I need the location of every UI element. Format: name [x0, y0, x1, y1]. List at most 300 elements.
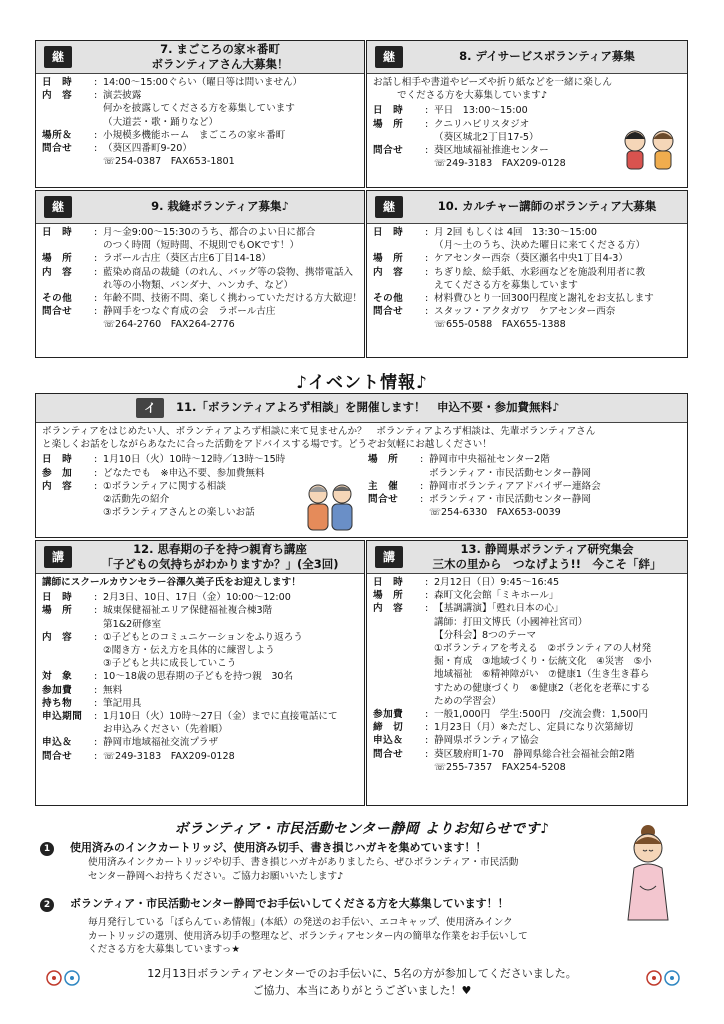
row-colon: :	[425, 748, 429, 760]
row-label: 内 容	[373, 266, 404, 278]
row-colon	[94, 493, 103, 506]
row-value: ちぎり絵、絵手紙、水彩画などを施設利用者に教	[434, 266, 646, 278]
row-value: 地域福祉 ⑥精神障がい ⑦健康1（生き生き暮ら	[434, 669, 650, 681]
info-row	[42, 591, 358, 604]
section-11-header	[36, 394, 687, 423]
info-row	[373, 226, 681, 239]
notice-2-body-line-3: くださる方を大募集していますっ★	[88, 944, 240, 956]
section-12-tag: 講	[44, 546, 72, 568]
section-12-header	[36, 541, 364, 574]
row-label: 場 所	[373, 590, 404, 602]
row-colon: :	[420, 480, 424, 492]
section-7-rows	[36, 74, 364, 168]
row-value: 【分科会】8つのテーマ	[434, 629, 537, 641]
section-7-tag: 継	[44, 46, 72, 68]
info-row	[373, 239, 681, 252]
info-row	[42, 644, 358, 657]
info-row	[42, 467, 342, 480]
event-info-title: ♪イベント情報♪	[296, 373, 428, 393]
row-colon	[425, 668, 434, 681]
row-value: ☏255-7357 FAX254-5208	[434, 761, 566, 773]
row-colon: :	[94, 143, 98, 155]
row-label: その他	[42, 293, 73, 305]
row-value: ☏254-6330 FAX653-0039	[429, 507, 561, 519]
row-colon: :	[425, 722, 429, 734]
info-row	[373, 318, 681, 331]
row-label	[373, 131, 425, 144]
row-colon	[94, 318, 103, 331]
section-8-intro: お話し相手や書道やビーズや折り紙などを一緒に楽しん でくださる方を大募集しています♪	[373, 77, 612, 102]
info-row	[42, 102, 358, 115]
row-label: 申込期間	[42, 711, 83, 723]
section-13-rows	[367, 574, 687, 774]
row-value: 講師：打田文博氏（小國神社宮司）	[434, 616, 588, 628]
notice-2-body-line-1: 毎月発行している「ぼらんてぃあ情報」(本紙）の発送のお手伝い、エコキャップ、使用済みインク	[88, 917, 513, 928]
row-value: （月～土のうち、決めた曜日に来てくださる方）	[434, 240, 646, 252]
row-value: ケアセンター西奈（葵区瀬名中央1丁目4-3）	[434, 253, 628, 265]
info-row	[42, 266, 358, 279]
section-10-header	[367, 191, 687, 224]
section-10-tag: 継	[375, 196, 403, 218]
row-colon	[420, 506, 429, 519]
info-row	[373, 761, 681, 774]
info-row	[373, 708, 681, 721]
section-11-tag: イ	[136, 398, 164, 418]
row-label	[373, 695, 425, 708]
notice-1-number: 1	[40, 842, 54, 856]
row-colon	[425, 761, 434, 774]
info-row	[368, 506, 688, 519]
row-value: 年齢不問、技術不問、楽しく携わっていただける方大歓迎！	[103, 293, 362, 305]
row-colon: :	[94, 605, 98, 617]
row-value: （葵区四番町9-20）	[103, 143, 192, 155]
info-row	[373, 629, 681, 642]
section-13-header	[367, 541, 687, 574]
info-row	[42, 631, 358, 644]
row-colon	[94, 116, 103, 129]
thanks-line-2: ご協力、本当にありがとうございました！♥	[252, 984, 472, 997]
info-row	[42, 657, 358, 670]
section-12-title: 12. 思春期の子を持つ親育ち講座 「子どもの気持ちがわかりますか？」(全3回)	[101, 542, 339, 571]
row-colon	[425, 131, 434, 144]
info-row	[42, 226, 358, 239]
flower-decoration-left	[44, 968, 84, 988]
row-label: 参加費	[373, 709, 404, 721]
row-value: 平日 13:00～15:00	[434, 105, 528, 117]
row-colon: :	[94, 77, 98, 88]
row-value: ☏249-3183 FAX209-0128	[103, 750, 235, 762]
section-8-tag: 継	[375, 46, 403, 68]
row-label	[42, 116, 94, 129]
row-colon: :	[94, 711, 98, 723]
info-row	[42, 305, 358, 318]
row-label: 場 所	[368, 454, 399, 466]
info-row	[42, 142, 358, 155]
row-colon	[94, 239, 103, 252]
row-label: 持ち物	[42, 697, 73, 709]
info-row	[373, 602, 681, 615]
row-value: 第1&2研修室	[103, 618, 162, 630]
info-row	[42, 252, 358, 265]
row-value: ボランティア・市民活動センター静岡	[429, 467, 591, 479]
flower-decoration-right	[644, 968, 684, 988]
row-value: 1月10日（火）10時～12時／13時～15時	[103, 454, 286, 466]
info-row	[42, 684, 358, 697]
row-value: ☏249-3183 FAX209-0128	[434, 158, 566, 170]
info-row	[373, 642, 681, 655]
row-colon: :	[94, 480, 98, 492]
info-row	[42, 618, 358, 631]
row-value: ②活動先の紹介	[103, 494, 170, 506]
section-10-rows	[367, 224, 687, 332]
row-label: 日 時	[42, 77, 73, 88]
row-value: 10～18歳の思春期の子どもを持つ親 30名	[103, 671, 294, 683]
row-colon: :	[94, 467, 98, 479]
row-colon: :	[425, 735, 429, 747]
notice-2-number: 2	[40, 898, 54, 912]
row-colon	[425, 655, 434, 668]
row-label: 主 催	[368, 480, 399, 492]
row-value: 材料費ひとり一回300円程度と謝礼をお支払します	[434, 293, 654, 305]
info-row	[368, 493, 688, 506]
info-row	[42, 750, 358, 763]
row-colon: :	[425, 266, 429, 278]
row-label: 申込＆	[42, 737, 73, 749]
row-label	[42, 644, 94, 657]
row-colon: :	[425, 603, 429, 615]
row-label: 参加費	[42, 684, 73, 696]
info-row	[42, 292, 362, 305]
row-colon: :	[420, 494, 424, 506]
section-12-rows	[36, 589, 364, 763]
section-11-intro: ボランティアをはじめたい人、ボランティアよろず相談に来て見ませんか？ ボランティアよろず相談は、先輩ボランティアさん と楽しくお話をしながらあなたに合った活動をアドバイスする場です。どうぞお気軽にお越しください！	[42, 426, 596, 451]
notice-1-body-line-2: センター静岡へお持ちください。ご協力お願いいたします♪	[88, 870, 344, 882]
info-row	[42, 76, 358, 89]
info-row	[42, 129, 358, 142]
row-label	[373, 157, 425, 170]
row-colon: :	[94, 697, 98, 709]
row-colon	[420, 467, 429, 480]
info-row	[373, 589, 681, 602]
row-label: 対 象	[42, 671, 73, 683]
notice-2-heading: ボランティア・市民活動センター静岡でお手伝いしてくださる方を大募集しています！！	[70, 897, 509, 910]
info-row	[373, 734, 681, 747]
row-label	[373, 668, 425, 681]
row-label	[42, 102, 94, 115]
row-value: 掘・育成 ③地域づくり・伝統文化 ④災害 ⑤小	[434, 656, 652, 668]
row-colon: :	[94, 306, 98, 318]
couple-illustration	[302, 480, 358, 532]
info-row	[373, 292, 681, 305]
row-colon: :	[94, 227, 98, 238]
row-colon	[425, 682, 434, 695]
row-colon	[425, 239, 434, 252]
row-value: 葵区駿府町1-70 静岡県総合社会福祉会館2階	[434, 748, 635, 760]
row-value: どなたでも ※申込不要、参加費無料	[103, 467, 265, 479]
info-row	[42, 723, 358, 736]
row-value: すための健康づくり ⑧健康2（老化を老華にする	[434, 682, 651, 694]
row-value: ラポール古庄（葵区古庄6丁目14-18）	[103, 253, 272, 265]
row-label: 問合せ	[368, 494, 399, 506]
info-row	[42, 697, 358, 710]
notice-1	[40, 840, 600, 883]
row-label	[42, 657, 94, 670]
row-label	[42, 239, 94, 252]
row-value: 静岡県ボランティア協会	[434, 735, 539, 747]
row-colon: :	[94, 90, 98, 102]
row-value: 1月23日（月）※ただし、定員になり次第締切	[434, 722, 634, 734]
section-8-header	[367, 41, 687, 74]
row-label: 場 所	[42, 605, 73, 617]
row-label: 内 容	[42, 90, 73, 102]
section-9-tag: 継	[44, 196, 72, 218]
row-value: 月 2回 もしくは 4回 13:30～15:00	[434, 227, 597, 238]
row-label	[42, 279, 94, 292]
section-11-right-rows	[362, 451, 688, 519]
info-row	[373, 266, 681, 279]
info-row	[373, 252, 681, 265]
info-row	[373, 668, 681, 681]
row-colon	[94, 102, 103, 115]
row-colon: :	[425, 227, 429, 238]
info-row	[42, 279, 358, 292]
row-colon: :	[425, 709, 429, 721]
row-label: 問合せ	[373, 306, 404, 318]
info-row	[42, 480, 342, 493]
info-row	[368, 467, 688, 480]
info-row	[373, 616, 681, 629]
info-row	[373, 305, 681, 318]
row-colon	[425, 616, 434, 629]
row-label	[42, 155, 94, 168]
row-value: 1月10日（火）10時～27日（金）までに直接電話にて	[103, 711, 338, 723]
row-label	[42, 493, 94, 506]
row-colon: :	[94, 592, 98, 604]
row-colon	[94, 506, 103, 519]
row-label: 日 時	[42, 454, 73, 466]
info-row	[373, 695, 681, 708]
row-label: 場 所	[373, 118, 404, 130]
info-row	[373, 748, 681, 761]
row-value: （大道芸・歌・踊りなど）	[103, 116, 219, 128]
row-colon: :	[94, 253, 98, 265]
thanks-line-1: 12月13日ボランティアセンターでのお手伝いに、5名の方が参加してくださいました。	[147, 967, 577, 980]
section-7-header	[36, 41, 364, 74]
info-row	[42, 155, 358, 168]
notice-2-body-line-2: カートリッジの選別、使用済み切手の整理など、ボランティアセンター内の簡単な作業をお手伝いして	[88, 930, 528, 942]
info-row	[42, 239, 358, 252]
row-label	[373, 629, 425, 642]
row-label: 内 容	[42, 480, 73, 492]
row-value: 森町文化会館「ミキホール」	[434, 590, 559, 602]
row-value: 【基調講演】「甦れ日本の心」	[434, 603, 564, 615]
section-8-title: 8. デイサービスボランティア募集	[459, 49, 635, 63]
row-value: ②聞き方・伝え方を具体的に練習しよう	[103, 645, 275, 657]
row-value: 演芸披露	[103, 90, 142, 102]
row-label: 問合せ	[42, 750, 73, 762]
section-10-title: 10. カルチャー講師のボランティア大募集	[437, 199, 657, 213]
row-label	[42, 723, 94, 736]
row-label: 日 時	[373, 227, 404, 238]
row-colon: :	[94, 631, 98, 643]
row-colon: :	[94, 293, 98, 305]
section-12-intro: 講師にスクールカウンセラー谷澤久美子氏をお迎えします！	[42, 577, 301, 588]
row-colon: :	[94, 266, 98, 278]
row-value: ☏254-0387 FAX653-1801	[103, 156, 235, 168]
row-value: ☏655-0588 FAX655-1388	[434, 319, 566, 331]
row-label: 参 加	[42, 467, 73, 479]
section-9-title: 9. 栽縫ボランティア募集♪	[151, 199, 289, 213]
row-label	[373, 682, 425, 695]
row-value: えてくださる方を募集しています	[434, 279, 578, 291]
info-row	[373, 682, 681, 695]
row-colon: :	[94, 129, 98, 141]
row-label	[373, 239, 425, 252]
row-colon: :	[94, 454, 98, 466]
row-value: 小規模多機能ホーム まごころの家＊番町	[103, 129, 286, 141]
row-colon: :	[420, 454, 424, 466]
row-colon: :	[425, 253, 429, 265]
row-value: ①ボランティアを考える ②ボランティアの人材発	[434, 643, 652, 655]
row-value: 14:00～15:00ぐらい（曜日等は問いません）	[103, 77, 303, 88]
row-colon: :	[425, 145, 429, 157]
row-label: 日 時	[373, 577, 404, 588]
row-value: 月～金9:00～15:30のうち、都合のよい日に都合	[103, 227, 316, 238]
row-label	[373, 655, 425, 668]
row-label: 日 時	[42, 227, 73, 238]
section-12-box	[35, 540, 365, 806]
section-8-box	[366, 40, 688, 188]
row-colon	[425, 695, 434, 708]
info-row	[373, 655, 681, 668]
row-label	[373, 616, 425, 629]
section-9-box	[35, 190, 365, 358]
row-label	[42, 506, 94, 519]
row-label	[373, 761, 425, 774]
row-colon	[425, 279, 434, 292]
row-value: 2月12日（日）9:45～16:45	[434, 577, 560, 588]
info-row	[42, 506, 342, 519]
row-colon	[425, 629, 434, 642]
row-label	[368, 467, 420, 480]
info-row	[42, 670, 358, 683]
row-label: 問合せ	[42, 143, 73, 155]
row-colon	[425, 318, 434, 331]
info-row	[373, 721, 681, 734]
section-10-box	[366, 190, 688, 358]
row-colon: :	[94, 750, 98, 762]
row-colon: :	[425, 105, 429, 117]
row-value: ①ボランティアに関する相談	[103, 480, 226, 492]
row-value: 城東保健福祉エリア保健福祉複合棟3階	[103, 605, 273, 617]
row-colon	[425, 642, 434, 655]
row-value: ①子どもとのコミュニケーションをふり返ろう	[103, 631, 303, 643]
row-label: 場 所	[373, 253, 404, 265]
row-value: クニリハビリスタジオ	[434, 118, 530, 130]
row-value: スタッフ・アクタガワ ケアセンター西奈	[434, 306, 616, 318]
notice-1-heading: 使用済みのインクカートリッジ、使用済み切手、書き損じハガキを集めています！！	[70, 841, 487, 854]
section-11-title: 11.「ボランティアよろず相談」を開催します！ 申込不要・参加費無料♪	[176, 400, 560, 414]
row-label	[368, 506, 420, 519]
row-label: 日 時	[42, 592, 73, 604]
row-label: 内 容	[42, 266, 73, 278]
info-row	[42, 493, 342, 506]
info-row	[42, 116, 358, 129]
row-colon: :	[425, 118, 429, 130]
row-label	[373, 318, 425, 331]
info-row	[42, 736, 358, 749]
row-colon	[94, 618, 103, 631]
row-value: ③子どもと共に成長していこう	[103, 658, 237, 670]
row-label: 場所＆	[42, 129, 73, 141]
row-label: 締 切	[373, 722, 404, 734]
section-9-header	[36, 191, 364, 224]
row-colon	[94, 279, 103, 292]
row-colon: :	[94, 684, 98, 696]
row-label	[373, 279, 425, 292]
info-row	[42, 710, 358, 723]
row-value: れ等の小物類、バンダナ、ハンカチ、など）	[103, 279, 294, 291]
info-row	[42, 453, 342, 466]
row-colon: :	[425, 577, 429, 588]
section-13-title: 13. 静岡県ボランティア研究集会 三木の里から つなげよう!! 今こそ「絆」	[432, 542, 662, 571]
row-colon	[425, 157, 434, 170]
section-7-box	[35, 40, 365, 188]
row-value: 無料	[103, 684, 123, 696]
notice-2	[40, 896, 600, 957]
row-value: 藍染め商品の裁縫（のれん、バッグ等の袋物、携帯電話入	[103, 266, 354, 278]
info-row	[42, 318, 358, 331]
lady-illustration	[612, 822, 684, 922]
row-value: のつく時間（短時間、不規則でもOKです！）	[103, 240, 300, 252]
section-11-box	[35, 393, 688, 538]
info-row	[373, 104, 681, 117]
section-9-rows	[36, 224, 364, 332]
row-label: その他	[373, 293, 404, 305]
row-label	[42, 618, 94, 631]
row-colon	[94, 644, 103, 657]
info-row	[42, 89, 358, 102]
row-label: 問合せ	[42, 306, 73, 318]
row-value: 静岡市地域福祉交流プラザ	[103, 737, 219, 749]
row-value: ☏264-2760 FAX264-2776	[103, 319, 235, 331]
info-row	[42, 604, 358, 617]
notice-1-body-line-1: 使用済みインクカートリッジや切手、書き損じハガキがありましたら、ぜひボランティア・市民活動	[88, 857, 519, 868]
row-label: 問合せ	[373, 748, 404, 760]
row-label	[42, 318, 94, 331]
row-colon	[94, 723, 103, 736]
section-7-title: 7. まごころの家＊番町 ボランティアさん大募集！	[151, 42, 289, 71]
row-value: ボランティア・市民活動センター静岡	[429, 494, 591, 506]
info-row	[368, 480, 688, 493]
row-colon	[94, 155, 103, 168]
section-13-box	[366, 540, 688, 806]
row-label	[373, 642, 425, 655]
row-label: 問合せ	[373, 145, 404, 157]
row-colon	[94, 657, 103, 670]
info-row	[373, 279, 681, 292]
row-value: 一般1,000円 学生:500円 /交流会費：1,500円	[434, 709, 649, 721]
row-value: ための学習会）	[434, 695, 502, 707]
row-value: 静岡市中央福祉センター2階	[429, 454, 550, 466]
row-colon: :	[94, 737, 98, 749]
row-value: 何かを披露してくださる方を募集しています	[103, 103, 295, 115]
notice-title: ボランティア・市民活動センター静岡 よりお知らせです♪	[174, 821, 550, 837]
row-colon: :	[425, 306, 429, 318]
info-row	[373, 576, 681, 589]
row-colon: :	[94, 671, 98, 683]
row-value: ③ボランティアさんとの楽しいお話	[103, 507, 255, 519]
